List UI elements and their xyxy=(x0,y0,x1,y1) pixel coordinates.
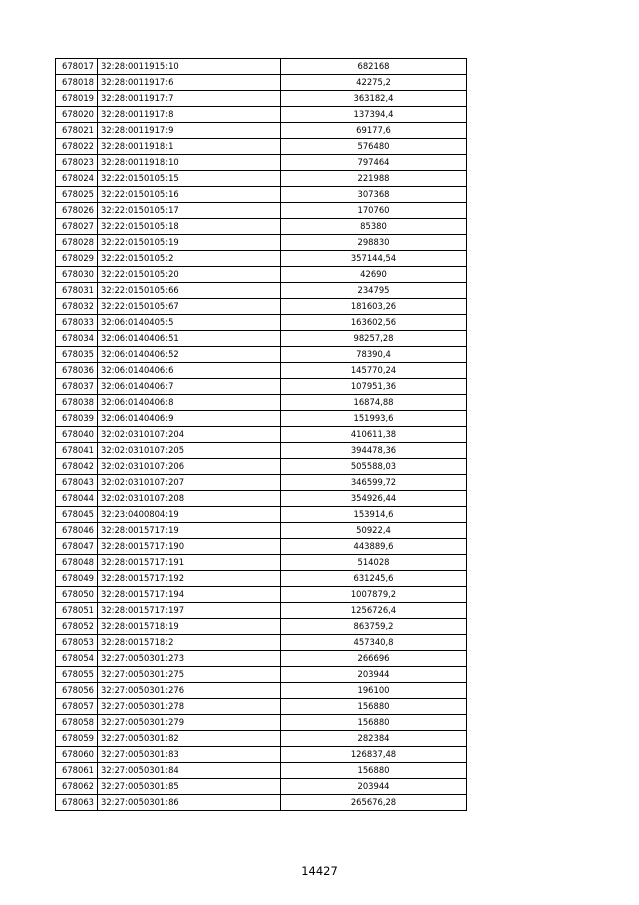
value-cell: 181603,26 xyxy=(281,299,467,315)
table-row xyxy=(56,715,467,731)
value-cell: 42275,2 xyxy=(281,75,467,91)
value-cell: 863759,2 xyxy=(281,619,467,635)
value-cell: 576480 xyxy=(281,139,467,155)
cadastral-number-cell: 32:06:0140406:52 xyxy=(98,347,281,363)
table-row xyxy=(56,395,467,411)
table-row xyxy=(56,219,467,235)
table-row xyxy=(56,779,467,795)
value-cell: 357144,54 xyxy=(281,251,467,267)
record-id-cell: 678061 xyxy=(56,763,98,779)
table-row xyxy=(56,283,467,299)
cadastral-number-cell: 32:28:0011917:8 xyxy=(98,107,281,123)
table-row xyxy=(56,91,467,107)
record-id-cell: 678039 xyxy=(56,411,98,427)
value-cell: 266696 xyxy=(281,651,467,667)
table-row xyxy=(56,107,467,123)
table-row xyxy=(56,667,467,683)
cadastral-number-cell: 32:02:0310107:207 xyxy=(98,475,281,491)
table-row xyxy=(56,459,467,475)
table-row xyxy=(56,411,467,427)
cadastral-number-cell: 32:22:0150105:66 xyxy=(98,283,281,299)
value-cell: 457340,8 xyxy=(281,635,467,651)
record-id-cell: 678036 xyxy=(56,363,98,379)
cadastral-number-cell: 32:22:0150105:67 xyxy=(98,299,281,315)
value-cell: 170760 xyxy=(281,203,467,219)
record-id-cell: 678031 xyxy=(56,283,98,299)
cadastral-number-cell: 32:06:0140406:8 xyxy=(98,395,281,411)
table-row xyxy=(56,75,467,91)
value-cell: 85380 xyxy=(281,219,467,235)
table-row xyxy=(56,379,467,395)
value-cell: 221988 xyxy=(281,171,467,187)
table-row xyxy=(56,507,467,523)
value-cell: 153914,6 xyxy=(281,507,467,523)
record-id-cell: 678059 xyxy=(56,731,98,747)
cadastral-number-cell: 32:28:0015717:190 xyxy=(98,539,281,555)
record-id-cell: 678020 xyxy=(56,107,98,123)
cadastral-number-cell: 32:28:0015717:197 xyxy=(98,603,281,619)
table-row xyxy=(56,555,467,571)
record-id-cell: 678040 xyxy=(56,427,98,443)
record-id-cell: 678045 xyxy=(56,507,98,523)
value-cell: 410611,38 xyxy=(281,427,467,443)
value-cell: 156880 xyxy=(281,715,467,731)
record-id-cell: 678058 xyxy=(56,715,98,731)
record-id-cell: 678037 xyxy=(56,379,98,395)
record-id-cell: 678027 xyxy=(56,219,98,235)
cadastral-number-cell: 32:02:0310107:208 xyxy=(98,491,281,507)
record-id-cell: 678022 xyxy=(56,139,98,155)
cadastral-number-cell: 32:27:0050301:273 xyxy=(98,651,281,667)
record-id-cell: 678041 xyxy=(56,443,98,459)
record-id-cell: 678047 xyxy=(56,539,98,555)
value-cell: 151993,6 xyxy=(281,411,467,427)
table-row xyxy=(56,731,467,747)
value-cell: 443889,6 xyxy=(281,539,467,555)
value-cell: 307368 xyxy=(281,187,467,203)
value-cell: 137394,4 xyxy=(281,107,467,123)
value-cell: 156880 xyxy=(281,699,467,715)
record-id-cell: 678025 xyxy=(56,187,98,203)
cadastral-number-cell: 32:27:0050301:85 xyxy=(98,779,281,795)
table-row xyxy=(56,267,467,283)
record-id-cell: 678063 xyxy=(56,795,98,811)
value-cell: 203944 xyxy=(281,667,467,683)
record-id-cell: 678026 xyxy=(56,203,98,219)
record-id-cell: 678021 xyxy=(56,123,98,139)
record-id-cell: 678053 xyxy=(56,635,98,651)
cadastral-number-cell: 32:27:0050301:84 xyxy=(98,763,281,779)
value-cell: 1256726,4 xyxy=(281,603,467,619)
table-row xyxy=(56,123,467,139)
cadastral-number-cell: 32:28:0015717:192 xyxy=(98,571,281,587)
value-cell: 98257,28 xyxy=(281,331,467,347)
table-row xyxy=(56,427,467,443)
table-row xyxy=(56,331,467,347)
table-row xyxy=(56,587,467,603)
record-id-cell: 678034 xyxy=(56,331,98,347)
cadastral-number-cell: 32:28:0011915:10 xyxy=(98,59,281,75)
cadastral-number-cell: 32:22:0150105:20 xyxy=(98,267,281,283)
value-cell: 514028 xyxy=(281,555,467,571)
record-id-cell: 678044 xyxy=(56,491,98,507)
value-cell: 505588,03 xyxy=(281,459,467,475)
value-cell: 354926,44 xyxy=(281,491,467,507)
table-row xyxy=(56,795,467,811)
value-cell: 196100 xyxy=(281,683,467,699)
cadastral-number-cell: 32:22:0150105:15 xyxy=(98,171,281,187)
record-id-cell: 678057 xyxy=(56,699,98,715)
cadastral-number-cell: 32:22:0150105:19 xyxy=(98,235,281,251)
table-row xyxy=(56,315,467,331)
cadastral-number-cell: 32:28:0015718:19 xyxy=(98,619,281,635)
table-row xyxy=(56,251,467,267)
cadastral-number-cell: 32:27:0050301:278 xyxy=(98,699,281,715)
value-cell: 363182,4 xyxy=(281,91,467,107)
table-row xyxy=(56,347,467,363)
record-id-cell: 678054 xyxy=(56,651,98,667)
record-id-cell: 678049 xyxy=(56,571,98,587)
record-id-cell: 678051 xyxy=(56,603,98,619)
record-id-cell: 678023 xyxy=(56,155,98,171)
record-id-cell: 678024 xyxy=(56,171,98,187)
table-row xyxy=(56,603,467,619)
value-cell: 156880 xyxy=(281,763,467,779)
value-cell: 631245,6 xyxy=(281,571,467,587)
record-id-cell: 678060 xyxy=(56,747,98,763)
value-cell: 203944 xyxy=(281,779,467,795)
table-row xyxy=(56,299,467,315)
table-row xyxy=(56,635,467,651)
table-row xyxy=(56,651,467,667)
record-id-cell: 678028 xyxy=(56,235,98,251)
page-number: 14427 xyxy=(301,864,338,878)
cadastral-number-cell: 32:23:0400804:19 xyxy=(98,507,281,523)
value-cell: 234795 xyxy=(281,283,467,299)
record-id-cell: 678018 xyxy=(56,75,98,91)
table-row xyxy=(56,155,467,171)
value-cell: 107951,36 xyxy=(281,379,467,395)
cadastral-number-cell: 32:28:0015717:19 xyxy=(98,523,281,539)
cadastral-number-cell: 32:22:0150105:18 xyxy=(98,219,281,235)
table-row xyxy=(56,571,467,587)
table-row xyxy=(56,747,467,763)
table-row xyxy=(56,523,467,539)
table-row xyxy=(56,443,467,459)
value-cell: 265676,28 xyxy=(281,795,467,811)
table-row xyxy=(56,363,467,379)
table-row xyxy=(56,539,467,555)
table-row xyxy=(56,619,467,635)
record-id-cell: 678019 xyxy=(56,91,98,107)
table-row xyxy=(56,171,467,187)
cadastral-number-cell: 32:27:0050301:275 xyxy=(98,667,281,683)
record-id-cell: 678042 xyxy=(56,459,98,475)
table-row xyxy=(56,763,467,779)
records-table xyxy=(55,58,467,811)
cadastral-number-cell: 32:28:0015717:191 xyxy=(98,555,281,571)
records-table-body xyxy=(56,59,467,811)
table-row xyxy=(56,475,467,491)
cadastral-number-cell: 32:06:0140406:51 xyxy=(98,331,281,347)
cadastral-number-cell: 32:06:0140406:9 xyxy=(98,411,281,427)
cadastral-number-cell: 32:02:0310107:206 xyxy=(98,459,281,475)
cadastral-number-cell: 32:22:0150105:2 xyxy=(98,251,281,267)
cadastral-number-cell: 32:06:0140406:6 xyxy=(98,363,281,379)
cadastral-number-cell: 32:22:0150105:17 xyxy=(98,203,281,219)
cadastral-number-cell: 32:28:0015717:194 xyxy=(98,587,281,603)
record-id-cell: 678050 xyxy=(56,587,98,603)
record-id-cell: 678046 xyxy=(56,523,98,539)
cadastral-number-cell: 32:28:0011918:1 xyxy=(98,139,281,155)
record-id-cell: 678017 xyxy=(56,59,98,75)
cadastral-number-cell: 32:27:0050301:276 xyxy=(98,683,281,699)
value-cell: 797464 xyxy=(281,155,467,171)
value-cell: 16874,88 xyxy=(281,395,467,411)
value-cell: 126837,48 xyxy=(281,747,467,763)
record-id-cell: 678029 xyxy=(56,251,98,267)
value-cell: 42690 xyxy=(281,267,467,283)
table-row xyxy=(56,187,467,203)
value-cell: 69177,6 xyxy=(281,123,467,139)
value-cell: 346599,72 xyxy=(281,475,467,491)
table-row xyxy=(56,491,467,507)
cadastral-number-cell: 32:06:0140406:7 xyxy=(98,379,281,395)
record-id-cell: 678038 xyxy=(56,395,98,411)
record-id-cell: 678062 xyxy=(56,779,98,795)
cadastral-number-cell: 32:02:0310107:204 xyxy=(98,427,281,443)
table-row xyxy=(56,203,467,219)
cadastral-number-cell: 32:28:0015718:2 xyxy=(98,635,281,651)
value-cell: 163602,56 xyxy=(281,315,467,331)
cadastral-number-cell: 32:28:0011918:10 xyxy=(98,155,281,171)
record-id-cell: 678030 xyxy=(56,267,98,283)
value-cell: 298830 xyxy=(281,235,467,251)
table-row xyxy=(56,235,467,251)
value-cell: 145770,24 xyxy=(281,363,467,379)
table-row xyxy=(56,683,467,699)
cadastral-number-cell: 32:02:0310107:205 xyxy=(98,443,281,459)
record-id-cell: 678056 xyxy=(56,683,98,699)
record-id-cell: 678048 xyxy=(56,555,98,571)
cadastral-number-cell: 32:06:0140405:5 xyxy=(98,315,281,331)
cadastral-number-cell: 32:27:0050301:86 xyxy=(98,795,281,811)
record-id-cell: 678055 xyxy=(56,667,98,683)
cadastral-number-cell: 32:22:0150105:16 xyxy=(98,187,281,203)
table-row xyxy=(56,59,467,75)
value-cell: 682168 xyxy=(281,59,467,75)
record-id-cell: 678033 xyxy=(56,315,98,331)
value-cell: 282384 xyxy=(281,731,467,747)
cadastral-number-cell: 32:28:0011917:7 xyxy=(98,91,281,107)
table-row xyxy=(56,139,467,155)
cadastral-number-cell: 32:28:0011917:9 xyxy=(98,123,281,139)
record-id-cell: 678032 xyxy=(56,299,98,315)
value-cell: 78390,4 xyxy=(281,347,467,363)
table-row xyxy=(56,699,467,715)
record-id-cell: 678043 xyxy=(56,475,98,491)
cadastral-number-cell: 32:27:0050301:279 xyxy=(98,715,281,731)
value-cell: 394478,36 xyxy=(281,443,467,459)
cadastral-number-cell: 32:27:0050301:82 xyxy=(98,731,281,747)
record-id-cell: 678052 xyxy=(56,619,98,635)
value-cell: 1007879,2 xyxy=(281,587,467,603)
record-id-cell: 678035 xyxy=(56,347,98,363)
cadastral-number-cell: 32:27:0050301:83 xyxy=(98,747,281,763)
value-cell: 50922,4 xyxy=(281,523,467,539)
cadastral-number-cell: 32:28:0011917:6 xyxy=(98,75,281,91)
